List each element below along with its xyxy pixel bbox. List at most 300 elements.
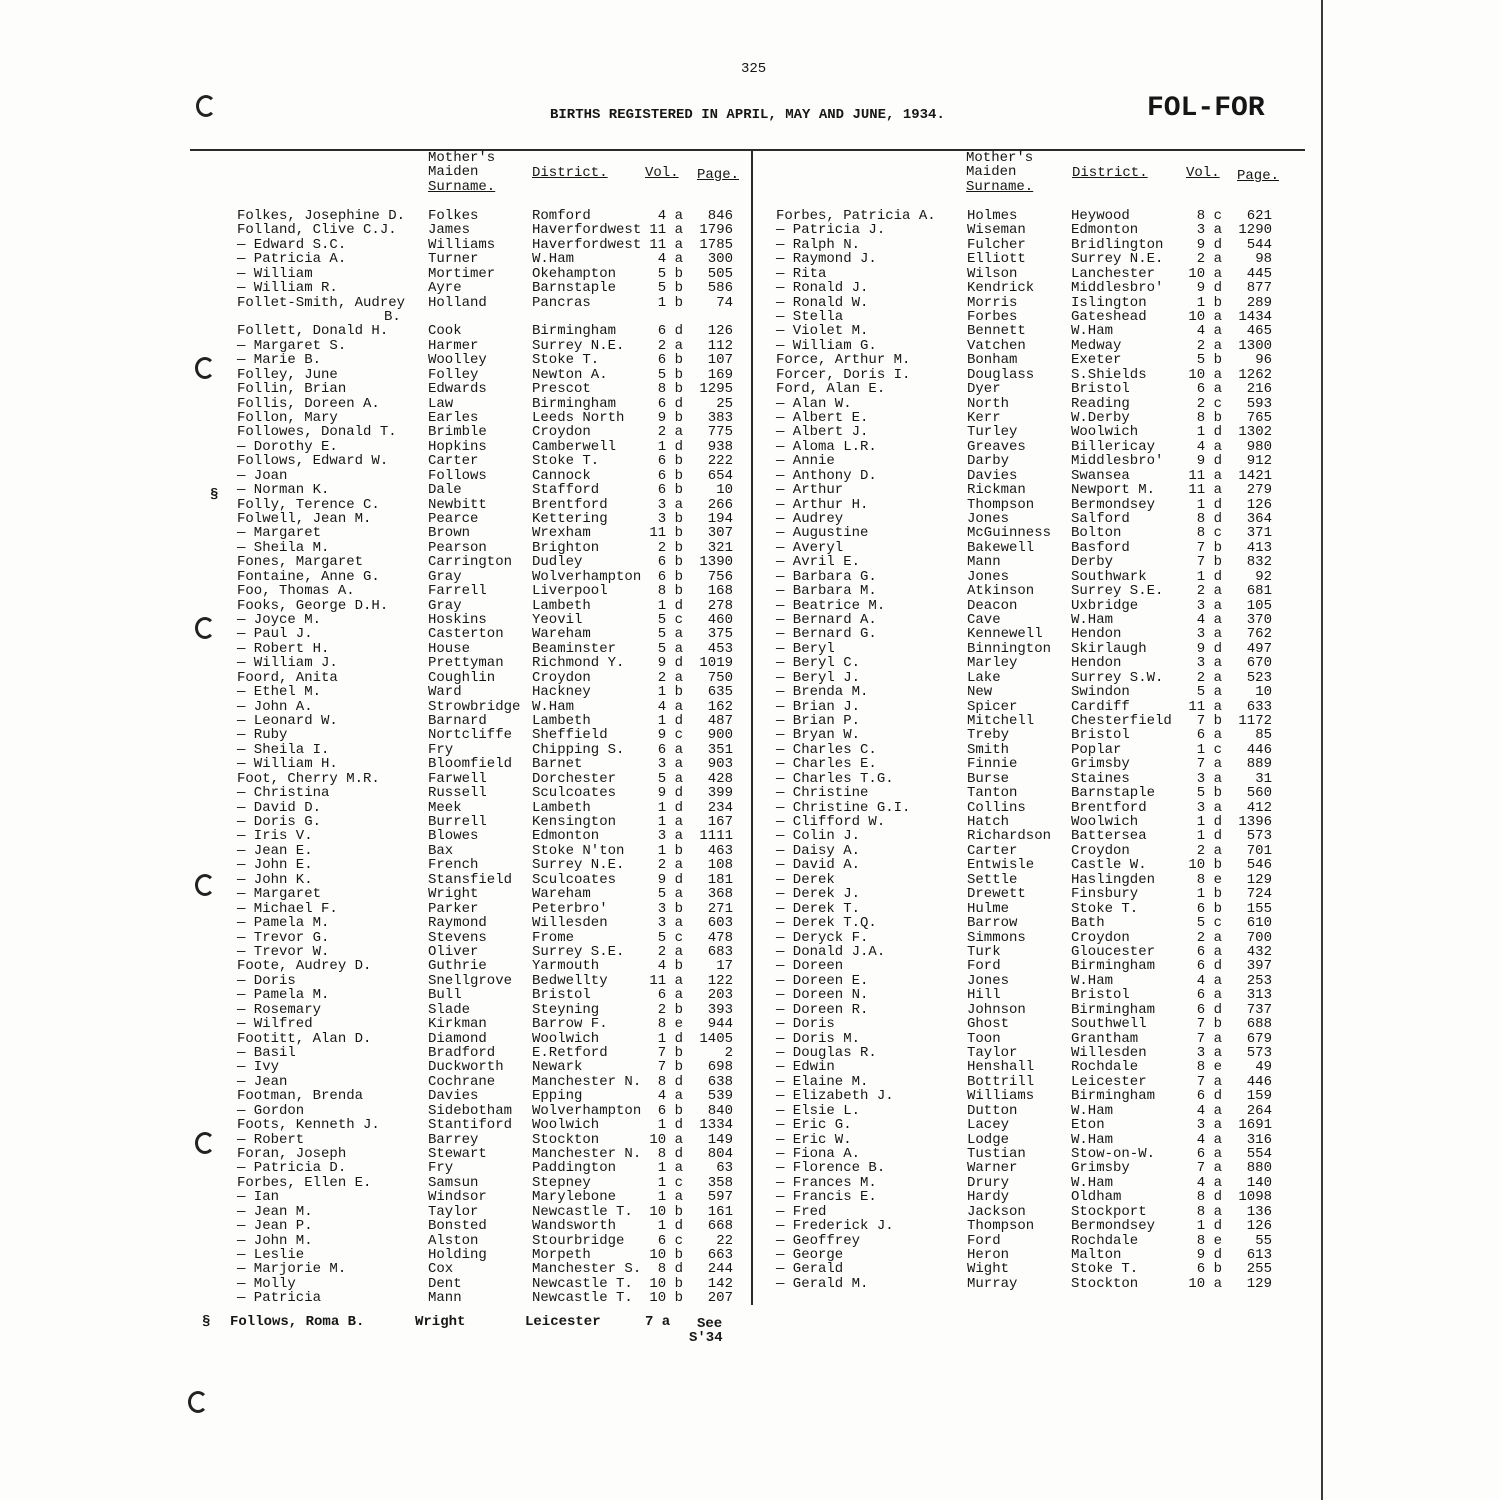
register-entry	[776, 1017, 1276, 1031]
entry-page: 17	[716, 958, 733, 975]
entry-maiden-surname: Jones	[967, 511, 1010, 528]
register-entry	[237, 440, 737, 454]
entry-page: 554	[1246, 1145, 1272, 1162]
entry-maiden-surname: Vatchen	[967, 337, 1026, 354]
entry-name: — Doreen	[776, 958, 844, 975]
entry-district: Basford	[1071, 539, 1130, 556]
entry-maiden-surname: Carter	[967, 842, 1018, 859]
entry-maiden-surname: Woolley	[428, 352, 487, 369]
register-entry	[237, 815, 737, 829]
entry-page: 74	[716, 294, 733, 311]
entry-maiden-surname: Bull	[428, 987, 462, 1004]
entry-page: 539	[707, 1088, 733, 1105]
entry-page: 375	[707, 626, 733, 643]
entry-district: E.Retford	[532, 1044, 608, 1061]
entry-volume: 1 d	[657, 1030, 683, 1047]
entry-volume: 9 d	[1196, 1246, 1222, 1263]
entry-page: 546	[1246, 857, 1272, 874]
entry-volume: 4 a	[1196, 1131, 1222, 1148]
register-entry	[237, 671, 737, 685]
entry-name: — Pamela M.	[237, 987, 330, 1004]
entry-maiden-surname: Barnard	[428, 713, 487, 730]
entry-volume: 9 c	[657, 727, 683, 744]
entry-maiden-surname: Earles	[428, 410, 479, 427]
entry-volume: 10 b	[649, 1203, 683, 1220]
register-entry	[776, 584, 1276, 598]
entry-page: 279	[1246, 482, 1272, 499]
entry-volume: 9 d	[657, 785, 683, 802]
entry-maiden-surname: Russell	[428, 785, 487, 802]
register-entry	[237, 887, 737, 901]
entry-name: — Patricia A.	[237, 251, 347, 268]
entry-name: Follis, Doreen A.	[237, 395, 380, 412]
entry-maiden-surname: Toon	[967, 1030, 1001, 1047]
entry-page: 1796	[699, 222, 733, 239]
entry-maiden-surname: Jackson	[967, 1203, 1026, 1220]
entry-page: 194	[707, 511, 733, 528]
entry-district: Croydon	[532, 424, 591, 441]
entry-maiden-surname: Kirkman	[428, 1016, 487, 1033]
entry-name: — Arthur	[776, 482, 844, 499]
entry-name: — Florence B.	[776, 1160, 886, 1177]
entry-name: Foran, Joseph	[237, 1145, 347, 1162]
entry-maiden-surname: Douglass	[967, 366, 1035, 383]
entry-volume: 11 a	[1188, 467, 1222, 484]
entry-name: Folwell, Jean M.	[237, 511, 372, 528]
entry-volume: 8 e	[1196, 871, 1222, 888]
register-entry	[776, 281, 1276, 295]
entry-district: Middlesbro'	[1071, 453, 1164, 470]
register-entry	[237, 1104, 737, 1118]
entry-volume: 7 a	[1196, 1160, 1222, 1177]
register-entry	[237, 728, 737, 742]
entry-page: 112	[707, 337, 733, 354]
entry-district: Finsbury	[1071, 886, 1139, 903]
register-entry	[776, 1118, 1276, 1132]
entry-name: — Marie B.	[237, 352, 322, 369]
register-entry	[776, 310, 1276, 324]
register-entry	[776, 931, 1276, 945]
entry-district: Haverfordwest	[532, 222, 642, 239]
entry-name: — John M.	[237, 1232, 313, 1249]
entry-page: 1691	[1238, 1117, 1272, 1134]
entry-district: Manchester N.	[532, 1073, 642, 1090]
entry-name: — Pamela M.	[237, 915, 330, 932]
entry-maiden-surname: Thompson	[967, 1218, 1035, 1235]
entry-page: 105	[1246, 597, 1272, 614]
entry-name: Fooks, George D.H.	[237, 597, 389, 614]
entry-district: Pancras	[532, 294, 591, 311]
entry-district: Lanchester	[1071, 265, 1156, 282]
entry-page: 1300	[1238, 337, 1272, 354]
entry-volume: 1 a	[657, 1160, 683, 1177]
entry-district: Newcastle T.	[532, 1203, 633, 1220]
entry-maiden-surname: Carter	[428, 453, 479, 470]
register-entry	[776, 296, 1276, 310]
entry-volume: 1 d	[657, 713, 683, 730]
entry-page: 63	[716, 1160, 733, 1177]
entry-volume: 5 b	[1196, 352, 1222, 369]
entry-name: — Ronald W.	[776, 294, 869, 311]
entry-maiden-surname: Hopkins	[428, 438, 487, 455]
entry-volume: 11 a	[649, 972, 683, 989]
entry-district: Chipping S.	[532, 741, 625, 758]
entry-district: Sculcoates	[532, 871, 617, 888]
entry-volume: 1 d	[1196, 828, 1222, 845]
entry-volume: 4 a	[1196, 1102, 1222, 1119]
entry-name: — Wilfred	[237, 1016, 313, 1033]
register-entry	[237, 916, 737, 930]
entry-name: — Colin J.	[776, 828, 861, 845]
entry-volume: 5 b	[657, 265, 683, 282]
entry-page: 266	[707, 496, 733, 513]
entry-page: 633	[1246, 698, 1272, 715]
entry-name: — William R.	[237, 280, 338, 297]
entry-maiden-surname: Heron	[967, 1246, 1010, 1263]
register-entry	[237, 757, 737, 771]
entry-volume: 6 b	[657, 568, 683, 585]
register-entry	[237, 829, 737, 843]
page-title: BIRTHS REGISTERED IN APRIL, MAY AND JUNE, 1934.	[550, 107, 945, 123]
entry-volume: 6 b	[657, 554, 683, 571]
register-entry	[776, 1277, 1276, 1291]
register-entry	[776, 411, 1276, 425]
entry-name: — Jean P.	[237, 1218, 313, 1235]
entry-district: Dudley	[532, 554, 583, 571]
entry-name: — Doreen R.	[776, 1001, 869, 1018]
entry-maiden-surname: Settle	[967, 871, 1018, 888]
entry-name: — Albert E.	[776, 410, 869, 427]
entry-maiden-surname: Burrell	[428, 814, 487, 831]
entry-maiden-surname: Hulme	[967, 900, 1010, 917]
entry-volume: 1 d	[657, 1218, 683, 1235]
entry-volume: 6 b	[657, 352, 683, 369]
entry-maiden-surname: Harmer	[428, 337, 479, 354]
footnote-name: Follows, Roma B.	[230, 1314, 365, 1330]
entry-maiden-surname: Blowes	[428, 828, 479, 845]
entry-maiden-surname: Raymond	[428, 915, 487, 932]
register-entry	[237, 801, 737, 815]
footnote-vol: 7 a	[645, 1314, 671, 1330]
entry-maiden-surname: Forbes	[967, 309, 1018, 325]
entry-maiden-surname: Farrell	[428, 583, 487, 600]
entry-district: Cardiff	[1071, 698, 1130, 715]
entry-maiden-surname: Drury	[967, 1174, 1010, 1191]
entry-page: 368	[707, 886, 733, 903]
entry-maiden-surname: French	[428, 857, 479, 874]
entry-volume: 6 d	[1196, 1088, 1222, 1105]
entry-page: 903	[707, 756, 733, 773]
entry-name: — Jean	[237, 1073, 288, 1090]
entry-name: — Deryck F.	[776, 929, 869, 946]
entry-district: Bridlington	[1071, 236, 1164, 253]
entry-maiden-surname: Folkes	[428, 208, 479, 224]
register-entry	[237, 238, 737, 252]
entry-volume: 3 a	[1196, 770, 1222, 787]
entry-volume: 4 b	[657, 958, 683, 975]
header-vol: Vol.	[1186, 165, 1220, 181]
entry-district: Surrey S.E.	[532, 943, 625, 960]
entry-page: 316	[1246, 1131, 1272, 1148]
register-entry	[776, 1176, 1276, 1190]
register-entry	[237, 1262, 737, 1276]
entry-district: Surrey N.E.	[1071, 251, 1164, 268]
binder-hole	[195, 357, 215, 379]
entry-maiden-surname: Turk	[967, 943, 1001, 960]
entry-volume: 4 a	[1196, 323, 1222, 340]
entry-page: 203	[707, 987, 733, 1004]
entry-volume: 3 a	[1196, 1117, 1222, 1134]
entry-volume: 2 a	[1196, 583, 1222, 600]
entry-maiden-surname: New	[967, 684, 993, 701]
entry-page: 370	[1246, 612, 1272, 629]
entry-name: — Beryl C.	[776, 655, 861, 672]
entry-maiden-surname: Holland	[428, 294, 487, 311]
entry-name: Footitt, Alan D.	[237, 1030, 372, 1047]
entry-district: Stow-on-W.	[1071, 1145, 1156, 1162]
entry-maiden-surname: Cochrane	[428, 1073, 496, 1090]
entry-volume: 1 b	[1196, 294, 1222, 311]
entry-page: 688	[1246, 1016, 1272, 1033]
entry-name: — William H.	[237, 756, 338, 773]
entry-name: — Jean E.	[237, 842, 313, 859]
entry-name: — Jean M.	[237, 1203, 313, 1220]
entry-district: Beaminster	[532, 640, 617, 657]
entry-maiden-surname: Bonham	[967, 352, 1018, 369]
entry-district: Newark	[532, 1059, 583, 1076]
entry-district: Gloucester	[1071, 943, 1156, 960]
register-entry	[237, 1161, 737, 1175]
entry-maiden-surname: Hill	[967, 987, 1001, 1004]
entry-district: Epping	[532, 1088, 583, 1105]
entry-page: 364	[1246, 511, 1272, 528]
entry-name: — Edwin	[776, 1059, 835, 1076]
entry-maiden-surname: Edwards	[428, 381, 487, 398]
entry-maiden-surname: Hardy	[967, 1189, 1010, 1206]
entry-page: 446	[1246, 1073, 1272, 1090]
entry-maiden-surname: Ford	[967, 958, 1001, 975]
entry-maiden-surname: Bonsted	[428, 1218, 487, 1235]
entry-maiden-surname: Elliott	[967, 251, 1026, 268]
entry-name: — Augustine	[776, 525, 869, 542]
entry-district: Rochdale	[1071, 1059, 1139, 1076]
entry-volume: 6 b	[1196, 1261, 1222, 1278]
entry-district: Heywood	[1071, 208, 1130, 224]
entry-volume: 2 b	[657, 1001, 683, 1018]
entry-volume: 8 e	[657, 1016, 683, 1033]
entry-volume: 5 a	[1196, 684, 1222, 701]
entry-name: — Doreen E.	[776, 972, 869, 989]
header-maiden-line3: Surname.	[966, 179, 1034, 195]
entry-district: Eton	[1071, 1117, 1105, 1134]
entry-page: 307	[707, 525, 733, 542]
register-entry	[237, 1219, 737, 1233]
entry-maiden-surname: Holding	[428, 1246, 487, 1263]
entry-district: Bristol	[1071, 987, 1130, 1004]
entry-volume: 1 d	[1196, 424, 1222, 441]
entry-maiden-surname: Davies	[428, 1088, 479, 1105]
entry-district: Woolwich	[1071, 814, 1139, 831]
entry-district: Woolwich	[532, 1117, 600, 1134]
entry-name: Followes, Donald T.	[237, 424, 397, 441]
register-entry	[237, 483, 737, 497]
entry-maiden-surname: Richardson	[967, 828, 1052, 845]
entry-volume: 5 c	[657, 612, 683, 629]
index-range-label: FOL-FOR	[1147, 93, 1265, 124]
entry-volume: 6 c	[657, 1232, 683, 1249]
register-entry	[237, 1060, 737, 1074]
entry-maiden-surname: Davies	[967, 467, 1018, 484]
entry-page: 544	[1246, 236, 1272, 253]
entry-volume: 1 d	[1196, 1218, 1222, 1235]
header-rule	[190, 149, 1305, 151]
register-entry	[237, 1176, 737, 1190]
entry-page: 663	[707, 1246, 733, 1263]
entry-page: 698	[707, 1059, 733, 1076]
entry-district: Birmingham	[1071, 958, 1156, 975]
entry-name: Forbes, Patricia A.	[776, 208, 936, 224]
entry-page: 85	[1255, 727, 1272, 744]
entry-maiden-surname: Greaves	[967, 438, 1026, 455]
entry-volume: 5 b	[657, 366, 683, 383]
entry-maiden-surname: Farwell	[428, 770, 487, 787]
entry-district: Stockton	[1071, 1275, 1139, 1292]
register-entry	[237, 353, 737, 367]
entry-district: Stoke N'ton	[532, 842, 625, 859]
register-entry	[237, 858, 737, 872]
entry-page: 465	[1246, 323, 1272, 340]
entry-page: 289	[1246, 294, 1272, 311]
entry-volume: 8 d	[657, 1145, 683, 1162]
entry-volume: 6 b	[1196, 900, 1222, 917]
entry-name: Folland, Clive C.J.	[237, 222, 397, 239]
entry-name: — Marjorie M.	[237, 1261, 347, 1278]
entry-district: Sculcoates	[532, 785, 617, 802]
register-entry	[237, 512, 737, 526]
entry-district: Liverpool	[532, 583, 608, 600]
entry-maiden-surname: Dent	[428, 1275, 462, 1292]
entry-name: — Norman K.	[237, 482, 330, 499]
entry-district: W.Ham	[532, 251, 575, 268]
entry-maiden-surname: Williams	[967, 1088, 1035, 1105]
register-entry	[237, 902, 737, 916]
entry-maiden-surname: Pearson	[428, 539, 487, 556]
register-entry	[237, 642, 737, 656]
register-entry	[776, 555, 1276, 569]
entry-name: — Elaine M.	[776, 1073, 869, 1090]
entry-volume: 9 d	[1196, 640, 1222, 657]
entry-name: — Christina	[237, 785, 330, 802]
entry-page: 264	[1246, 1102, 1272, 1119]
entry-district: Stockton	[532, 1131, 600, 1148]
register-entry	[776, 382, 1276, 396]
entry-maiden-surname: Bakewell	[967, 539, 1035, 556]
entry-name: — Trevor G.	[237, 929, 330, 946]
entry-page: 1295	[699, 381, 733, 398]
entry-district: Camberwell	[532, 438, 617, 455]
entry-maiden-surname: Pearce	[428, 511, 479, 528]
entry-district: Stepney	[532, 1174, 591, 1191]
entry-name: — Christine G.I.	[776, 799, 911, 816]
entry-volume: 4 a	[657, 251, 683, 268]
entry-district: Bermondsey	[1071, 1218, 1156, 1235]
entry-district: Birmingham	[532, 395, 617, 412]
header-page: Page.	[697, 167, 740, 183]
entry-page: 412	[1246, 799, 1272, 816]
entry-page: 635	[707, 684, 733, 701]
entry-name: — Patricia J.	[776, 222, 886, 239]
entry-name: Fontaine, Anne G.	[237, 568, 380, 585]
entry-maiden-surname: Duckworth	[428, 1059, 504, 1076]
entry-page: 603	[707, 915, 733, 932]
entry-district: Barnet	[532, 756, 583, 773]
entry-page: 460	[707, 612, 733, 629]
register-entry	[237, 1046, 737, 1060]
entry-volume: 11 b	[649, 525, 683, 542]
entry-district: Haslingden	[1071, 871, 1156, 888]
entry-volume: 7 b	[1196, 713, 1222, 730]
entry-page: 1434	[1238, 309, 1272, 325]
entry-maiden-surname: James	[428, 222, 471, 239]
register-entry	[776, 339, 1276, 353]
entry-district: Romford	[532, 208, 591, 224]
entry-district: Southwark	[1071, 568, 1147, 585]
entry-volume: 2 a	[1196, 669, 1222, 686]
entry-name: — John K.	[237, 871, 313, 888]
entry-name: — Charles C.	[776, 741, 877, 758]
entry-page: 737	[1246, 1001, 1272, 1018]
entry-page: 108	[707, 857, 733, 874]
entry-maiden-surname: Taylor	[967, 1044, 1018, 1061]
entry-maiden-surname: Snellgrove	[428, 972, 513, 989]
entry-page: 889	[1246, 756, 1272, 773]
register-entry	[776, 1205, 1276, 1219]
register-entry	[776, 772, 1276, 786]
entry-maiden-surname: Mitchell	[967, 713, 1035, 730]
entry-maiden-surname: Lake	[967, 669, 1001, 686]
entry-district: Southwell	[1071, 1016, 1147, 1033]
entry-maiden-surname: Gray	[428, 597, 462, 614]
entry-page: 92	[1255, 568, 1272, 585]
entry-name: — Frances M.	[776, 1174, 877, 1191]
entry-district: Manchester S.	[532, 1261, 642, 1278]
register-entry	[237, 931, 737, 945]
entry-district: Wolverhampton	[532, 568, 642, 585]
entry-page: 832	[1246, 554, 1272, 571]
column-divider	[751, 151, 753, 1305]
entry-name: — David D.	[237, 799, 322, 816]
entry-volume: 2 a	[657, 337, 683, 354]
entry-district: Peterbro'	[532, 900, 608, 917]
entry-maiden-surname: Alston	[428, 1232, 479, 1249]
entry-page: 880	[1246, 1160, 1272, 1177]
register-entry	[776, 570, 1276, 584]
entry-district: Lambeth	[532, 597, 591, 614]
entry-maiden-surname: House	[428, 640, 471, 657]
register-entry	[237, 555, 737, 569]
entry-volume: 9 d	[1196, 453, 1222, 470]
register-entry	[776, 801, 1276, 815]
entry-volume: 9 b	[657, 410, 683, 427]
entry-name: — William J.	[237, 655, 338, 672]
register-entry	[776, 440, 1276, 454]
entry-maiden-surname: Drewett	[967, 886, 1026, 903]
entry-district: Prescot	[532, 381, 591, 398]
entry-name: — William	[237, 265, 313, 282]
entry-volume: 6 a	[657, 987, 683, 1004]
entry-name: — Rita	[776, 265, 827, 282]
entry-page: 756	[707, 568, 733, 585]
